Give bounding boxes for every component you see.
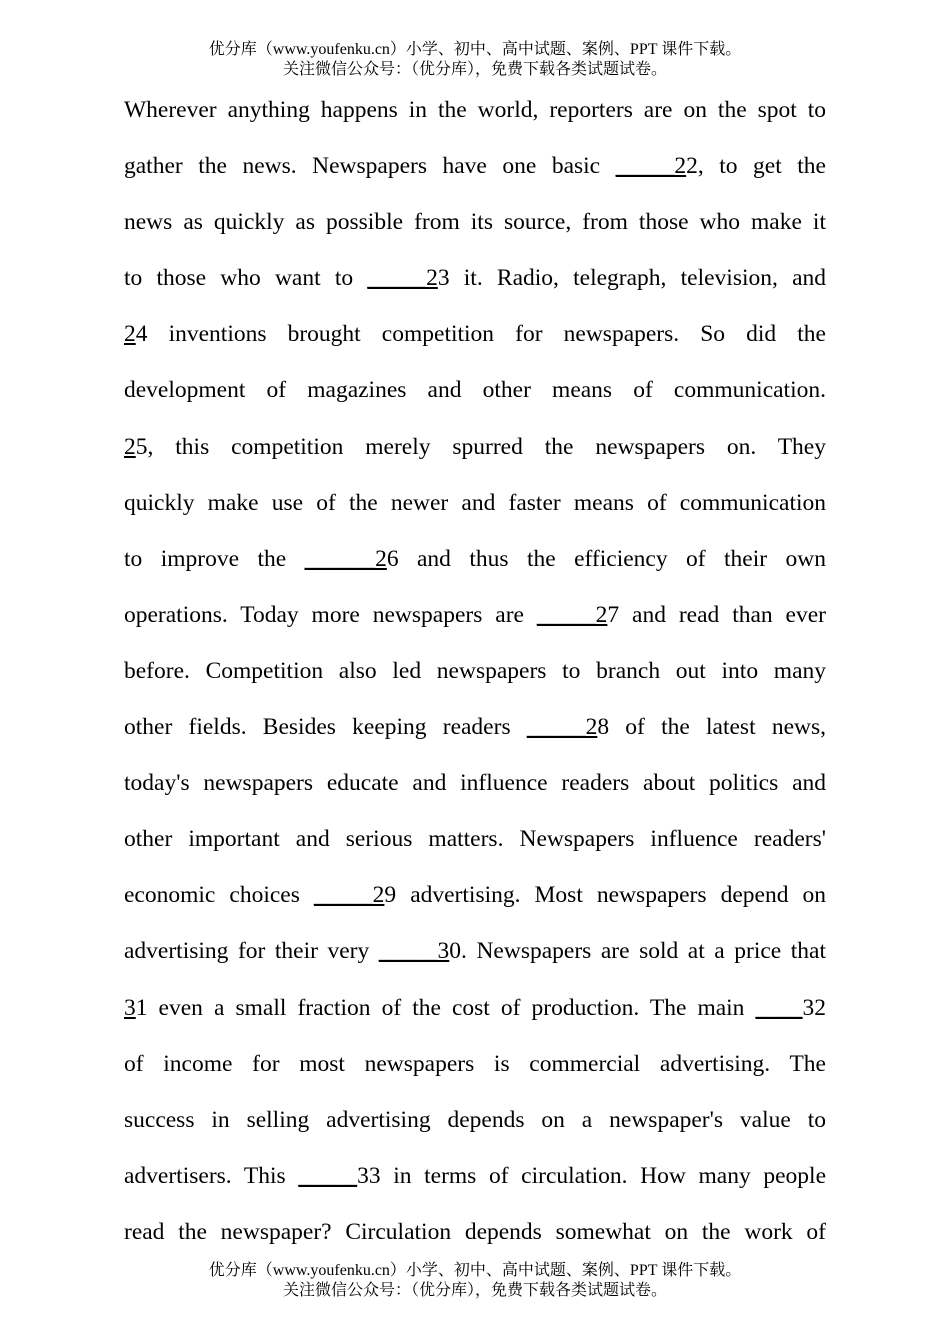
blank-segment: _____2 <box>367 265 438 292</box>
text-segment: 6 and thus the efficiency of their own <box>386 545 826 572</box>
text-segment: read the newspaper? Circulation depends somewhat on the work of <box>124 1218 826 1245</box>
text-segment: advertisers. This <box>124 1162 299 1189</box>
text-segment: 5, this competition merely spurred the newspapers on. They <box>135 433 826 460</box>
passage-line <box>124 419 826 475</box>
text-segment: 32 <box>802 994 826 1021</box>
text-segment: 7 and read than ever <box>607 601 826 628</box>
passage-line <box>124 923 826 979</box>
blank-segment: _____2 <box>526 714 598 741</box>
passage-line <box>124 531 826 587</box>
blank-segment: _____2 <box>615 153 687 180</box>
text-segment: 2, to get the <box>686 153 826 180</box>
passage-line <box>124 82 826 138</box>
passage-line <box>124 306 826 362</box>
blank-segment: _____2 <box>536 601 608 628</box>
text-segment: economic choices <box>124 882 314 909</box>
text-segment: 9 advertising. Most newspapers depend on <box>384 882 826 909</box>
text-segment: gather the news. Newspapers have one basic <box>124 153 616 180</box>
text-segment: to improve the <box>124 545 305 572</box>
text-segment: success in selling advertising depends on a newspaper's value to <box>124 1106 826 1133</box>
text-segment: Wherever anything happens in the world, reporters are on the spot to <box>124 97 826 123</box>
passage-line <box>124 362 826 418</box>
text-segment: other fields. Besides keeping readers <box>124 714 527 741</box>
passage-line <box>124 811 826 867</box>
header-line-2: 关注微信公众号：（优分库），免费下载各类试题试卷。 <box>282 61 667 78</box>
text-segment: news as quickly as possible from its source, from those who make it <box>124 209 826 236</box>
passage-line <box>124 194 826 250</box>
blank-segment: ____ <box>755 994 803 1021</box>
page-footer <box>0 1261 950 1301</box>
passage-line <box>124 1148 826 1204</box>
passage-line <box>124 1036 826 1092</box>
text-segment: advertising for their very <box>124 938 379 965</box>
passage-line <box>124 1092 826 1148</box>
text-segment: 3 it. Radio, telegraph, television, and <box>437 265 826 292</box>
passage-line <box>124 138 826 194</box>
blank-segment: _____3 <box>378 938 450 965</box>
text-segment: before. Competition also led newspapers to branch out into many <box>124 657 826 684</box>
text-segment: of income for most newspapers is commercial advertising. The <box>124 1050 826 1077</box>
blank-segment: 3 <box>124 994 136 1021</box>
footer-line-2: 关注微信公众号：（优分库），免费下载各类试题试卷。 <box>282 1282 667 1299</box>
text-segment: operations. Today more newspapers are <box>124 601 537 628</box>
text-segment: 4 inventions brought competition for newspapers. So did the <box>135 321 826 348</box>
text-segment: to those who want to <box>124 265 368 292</box>
passage-line <box>124 867 826 923</box>
footer-line-1: 优分库（www.youfenku.cn）小学、初中、高中试题、案例、PPT 课件下载。 <box>208 1262 742 1279</box>
text-segment: 1 even a small fraction of the cost of production. The main <box>135 994 756 1021</box>
passage-line <box>124 587 826 643</box>
text-segment: development of magazines and other means of communication. <box>124 377 826 404</box>
text-segment: quickly make use of the newer and faster means of communication <box>124 489 826 516</box>
passage-line <box>124 699 826 755</box>
passage-line <box>124 643 826 699</box>
text-segment: 0. Newspapers are sold at a price that <box>449 938 826 965</box>
passage <box>124 82 826 1260</box>
passage-line <box>124 755 826 811</box>
text-segment: today's newspapers educate and influence readers about politics and <box>124 770 826 797</box>
passage-line <box>124 475 826 531</box>
blank-segment: 2 <box>124 433 136 460</box>
text-segment: other important and serious matters. Newspapers influence readers' <box>124 826 826 853</box>
header-line-1: 优分库（www.youfenku.cn）小学、初中、高中试题、案例、PPT 课件下载。 <box>208 41 742 58</box>
blank-segment: ______2 <box>304 545 387 572</box>
blank-segment: _____ <box>298 1162 358 1189</box>
passage-line <box>124 1204 826 1260</box>
passage-line <box>124 250 826 306</box>
text-segment: 8 of the latest news, <box>597 714 826 741</box>
passage-line <box>124 980 826 1036</box>
blank-segment: 2 <box>124 321 136 348</box>
text-segment: 33 in terms of circulation. How many people <box>357 1162 826 1189</box>
blank-segment: _____2 <box>313 882 385 909</box>
page-header <box>0 40 950 80</box>
